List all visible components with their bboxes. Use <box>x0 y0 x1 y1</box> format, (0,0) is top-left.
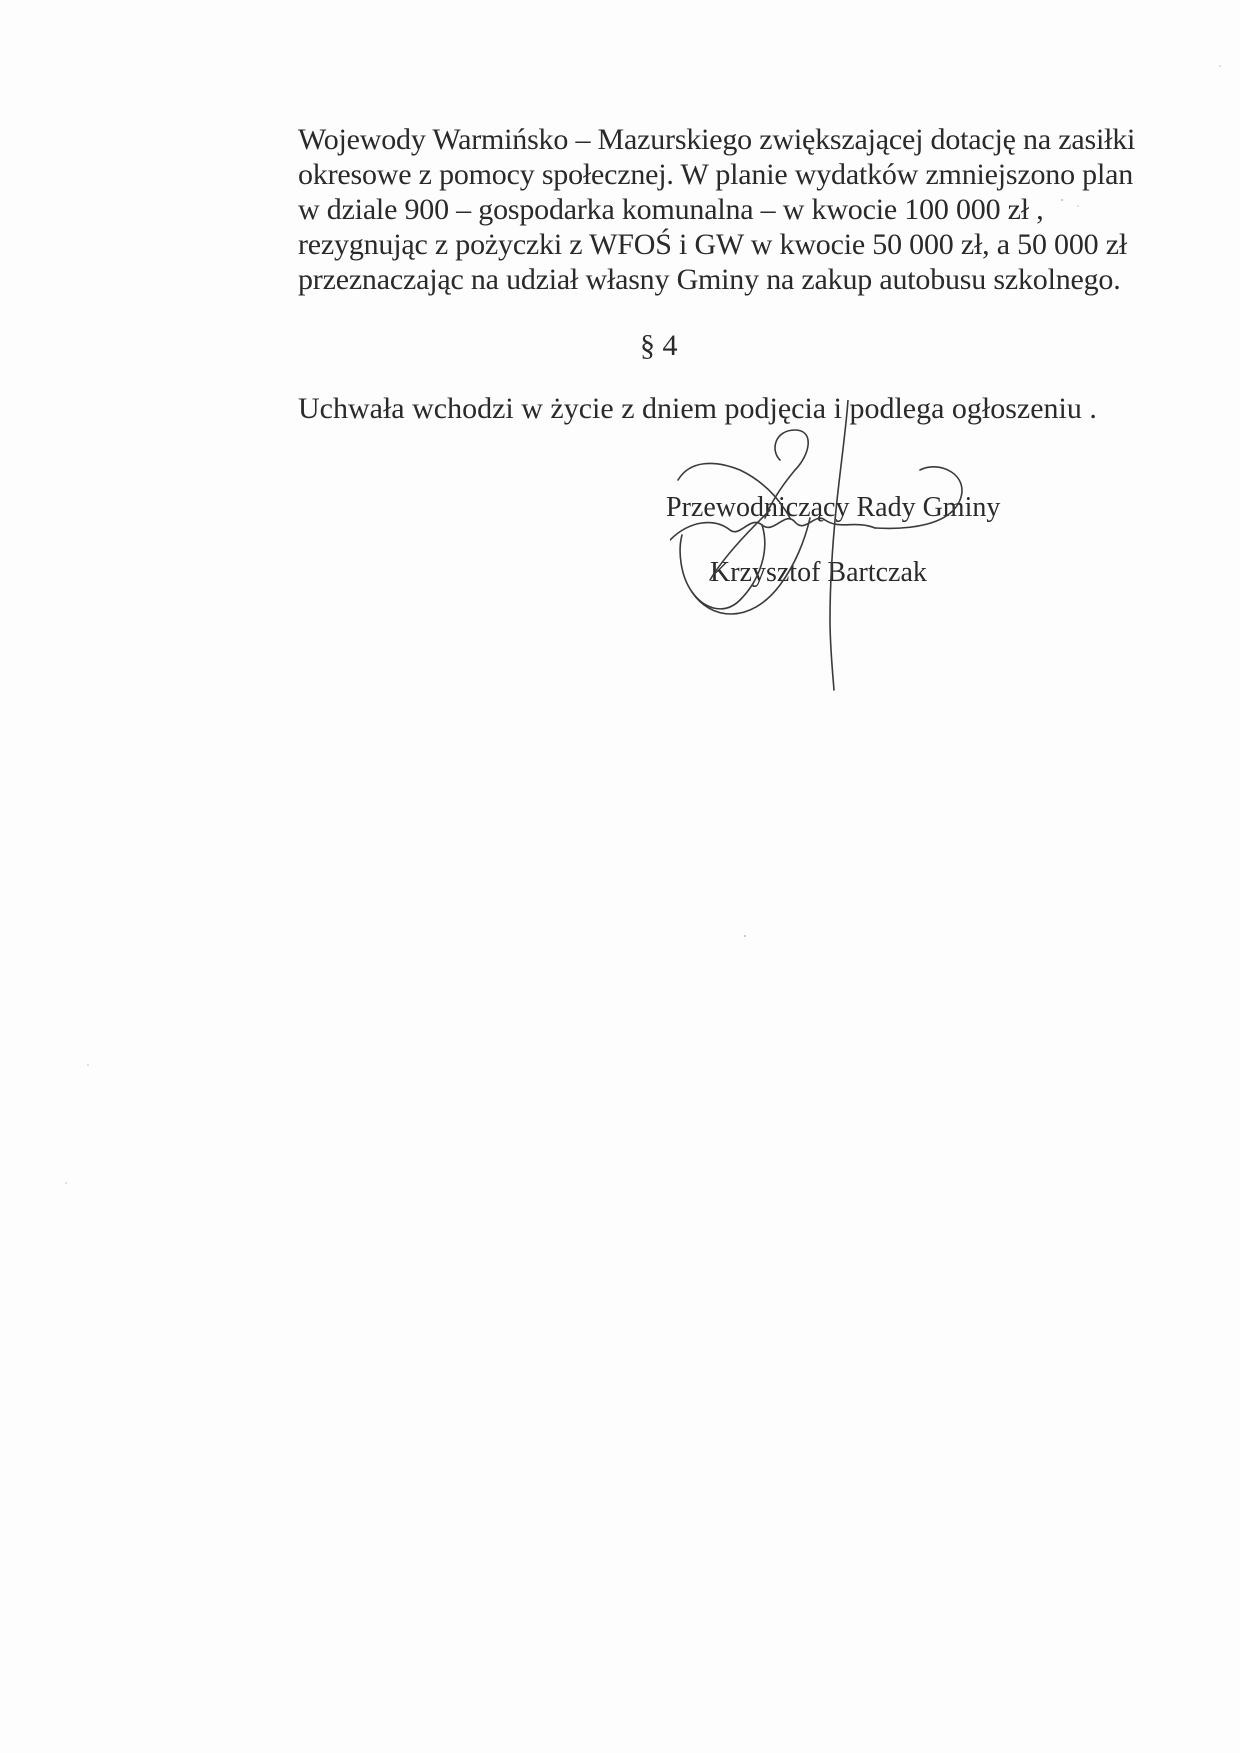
resolution-body-paragraph <box>298 122 1138 297</box>
body-line: Wojewody Warmińsko – Mazurskiego zwiększającej dotację na zasiłki <box>298 123 1136 156</box>
closing-statement: Uchwała wchodzi w życie z dniem podjęcia i podlega ogłoszeniu . <box>298 392 1097 425</box>
signatory-name: Krzysztof Bartczak <box>710 557 927 588</box>
body-line: rezygnując z pożyczki z WFOŚ i GW w kwocie 50 000 zł, a 50 000 zł <box>298 228 1127 261</box>
section-heading: § 4 <box>640 329 678 362</box>
signatory-title: Przewodniczący Rady Gminy <box>666 492 1001 523</box>
body-line: przeznaczając na udział własny Gminy na zakup autobusu szkolnego. <box>298 263 1121 296</box>
handwritten-signature-icon <box>670 400 990 700</box>
body-line: okresowe z pomocy społecznej. W planie wydatków zmniejszono plan <box>298 158 1134 191</box>
body-line: w dziale 900 – gospodarka komunalna – w kwocie 100 000 zł , <box>298 193 1044 226</box>
